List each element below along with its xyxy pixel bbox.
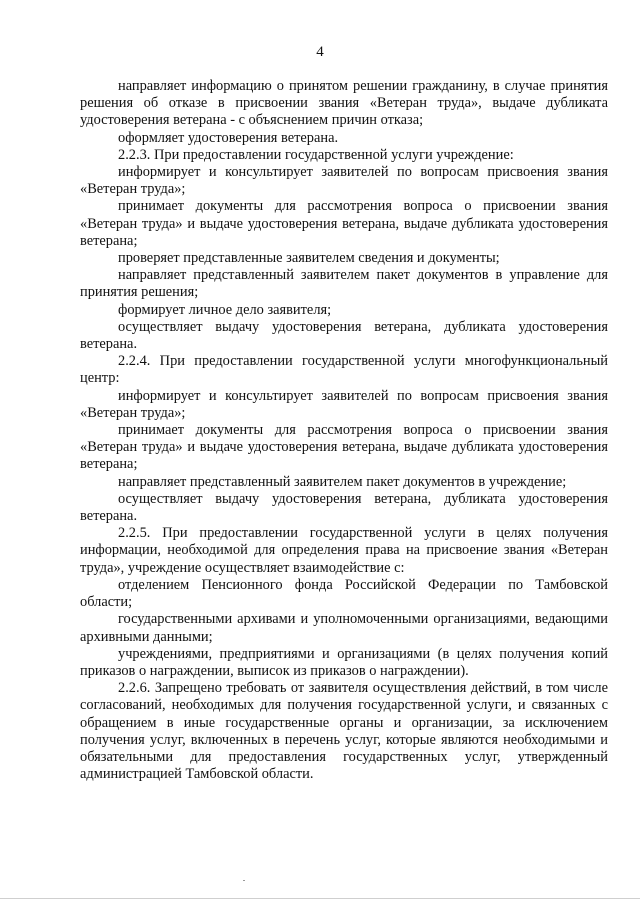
paragraph: направляет представленный заявителем пакет документов в управление для принятия решения;: [80, 267, 608, 301]
document-body: [80, 78, 608, 783]
page-number: 4: [316, 44, 324, 60]
paragraph: информирует и консультирует заявителей по вопросам присвоения звания «Ветеран труда»;: [80, 387, 608, 421]
paragraph: осуществляет выдачу удостоверения ветерана, дубликата удостоверения ветерана.: [80, 490, 608, 525]
paragraph: проверяет представленные заявителем сведения и документы;: [118, 250, 500, 267]
paragraph: оформляет удостоверения ветерана.: [118, 129, 339, 146]
paragraph: государственными архивами и уполномоченными организациями, ведающими архивными данными;: [80, 611, 608, 645]
scan-artifact: [243, 880, 245, 881]
paragraph: 2.2.6. Запрещено требовать от заявителя осуществления действий, в том числе согласований, необходимых для получения государственной услуги, и связанных с обращением в иные государственные органы и организации, за исключением получения услуг, включенных в перечень услуг, которые являются необходимыми и обязательными для предоставления государственных услуг, утвержденный администрацией Тамбовской области.: [80, 680, 608, 783]
paragraph: информирует и консультирует заявителей по вопросам присвоения звания «Ветеран труда»;: [80, 164, 608, 198]
paragraph: направляет представленный заявителем пакет документов в учреждение;: [118, 473, 567, 490]
page-bottom-edge: [0, 898, 640, 899]
paragraph: учреждениями, предприятиями и организациями (в целях получения копий приказов о награждении, выписок из приказов о награждении).: [80, 645, 608, 679]
paragraph: отделением Пенсионного фонда Российской Федерации по Тамбовской области;: [80, 576, 608, 611]
paragraph: принимает документы для рассмотрения вопроса о присвоении звания «Ветеран труда» и выдаче удостоверения ветерана, выдаче дубликата удостоверения ветерана;: [80, 198, 608, 249]
paragraph: формирует личное дело заявителя;: [118, 301, 332, 318]
paragraph: 2.2.5. При предоставлении государственной услуги в целях получения информации, необходимой для определения права на присвоение звания «Ветеран труда», учреждение осуществляет взаимодействие с:: [80, 525, 608, 576]
paragraph: принимает документы для рассмотрения вопроса о присвоении звания «Ветеран труда» и выдаче удостоверения ветерана, выдаче дубликата удостоверения ветерана;: [80, 422, 608, 473]
paragraph: 2.2.4. При предоставлении государственной услуги многофункциональный центр:: [80, 353, 608, 387]
paragraph: направляет информацию о принятом решении гражданину, в случае принятия решения об отказе в присвоении звания «Ветеран труда», выдаче дубликата удостоверения ветерана - с объяснением причин отказа;: [80, 78, 608, 129]
paragraph: 2.2.3. При предоставлении государственной услуги учреждение:: [118, 146, 514, 163]
paragraph: осуществляет выдачу удостоверения ветерана, дубликата удостоверения ветерана.: [80, 318, 608, 353]
